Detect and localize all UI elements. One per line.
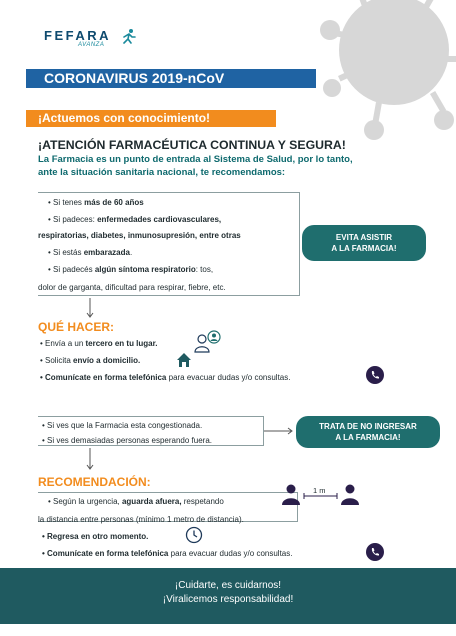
virus-decoration-icon (294, 0, 456, 140)
phone-icon (366, 366, 384, 384)
what-to-do-item-delivery: • Solicita envío a domicilio. (40, 356, 141, 365)
runner-icon (120, 28, 136, 46)
house-icon (176, 352, 192, 368)
risk-item-disease: • Si padeces: enfermedades cardiovasculares, (48, 215, 222, 224)
what-to-do-item-third: • Envía a un tercero en tu lugar. (40, 339, 158, 348)
page-heading: ¡ATENCIÓN FARMACÉUTICA CONTINUA Y SEGURA! (38, 138, 346, 152)
brand-tagline: AVANZA (78, 42, 105, 48)
recommendation-item-return: • Regresa en otro momento. (42, 532, 149, 541)
person-icon (192, 330, 222, 354)
what-to-do-item-phone: • Comunícate en forma telefónica para evacuar dudas y/o consultas. (40, 373, 291, 382)
no-enter-pill-line-1: TRATA DE NO INGRESAR (319, 422, 417, 431)
avoid-pill-line-2: A LA FARMACIA! (331, 244, 397, 253)
congestion-item-1: • Si ves que la Farmacia esta congestionada. (42, 421, 203, 430)
footer (0, 568, 456, 624)
recommendation-title: RECOMENDACIÓN: (38, 475, 151, 489)
risk-item-symptoms: • Si padecés algún síntoma respiratorio: tos, (48, 265, 214, 274)
arrow-right-icon (264, 426, 294, 436)
banner-subtitle: ¡Actuemos con conocimiento! (26, 110, 276, 127)
avoid-pharmacy-pill (302, 225, 426, 261)
risk-item-disease-cont: respiratorias, diabetes, inmunosupresión, entre otras (38, 231, 241, 240)
clock-icon (185, 526, 203, 544)
brand-logo (44, 28, 144, 52)
recommendation-item-wait-cont: la distancia entre personas (mínimo 1 metro de distancia). (38, 515, 244, 524)
risk-item-pregnant: • Si estás embarazada. (48, 248, 133, 257)
banner-title: CORONAVIRUS 2019-nCoV (26, 69, 316, 88)
congestion-item-2: • Si ves demasiadas personas esperando fuera. (42, 436, 213, 445)
intro-text (38, 154, 438, 179)
no-enter-pill (296, 416, 440, 448)
recommendation-item-phone: • Comunícate en forma telefónica para evacuar dudas y/o consultas. (42, 549, 293, 558)
no-enter-pill-line-2: A LA FARMACIA! (335, 433, 401, 442)
recommendation-item-wait: • Según la urgencia, aguarda afuera, respetando (48, 497, 224, 506)
arrow-down-icon (85, 298, 95, 318)
risk-item-age: • Si tenes más de 60 años (48, 198, 144, 207)
phone-icon (366, 543, 384, 561)
footer-line-1: ¡Cuidarte, es cuidarnos! (174, 580, 282, 591)
arrow-down-icon (85, 448, 95, 470)
intro-line-2: ante la situación sanitaria nacional, te recomendamos: (38, 166, 286, 178)
footer-line-2: ¡Viralicemos responsabilidad! (162, 594, 294, 605)
avoid-pill-line-1: EVITA ASISTIR (335, 233, 393, 242)
distance-label: 1 m (313, 486, 326, 495)
what-to-do-title: QUÉ HACER: (38, 320, 115, 334)
risk-item-symptoms-cont: dolor de garganta, dificultad para respirar, fiebre, etc. (38, 283, 226, 292)
intro-line-1: La Farmacia es un punto de entrada al Sistema de Salud, por lo tanto, (38, 154, 353, 165)
brand-name: FEFARA (44, 28, 111, 43)
